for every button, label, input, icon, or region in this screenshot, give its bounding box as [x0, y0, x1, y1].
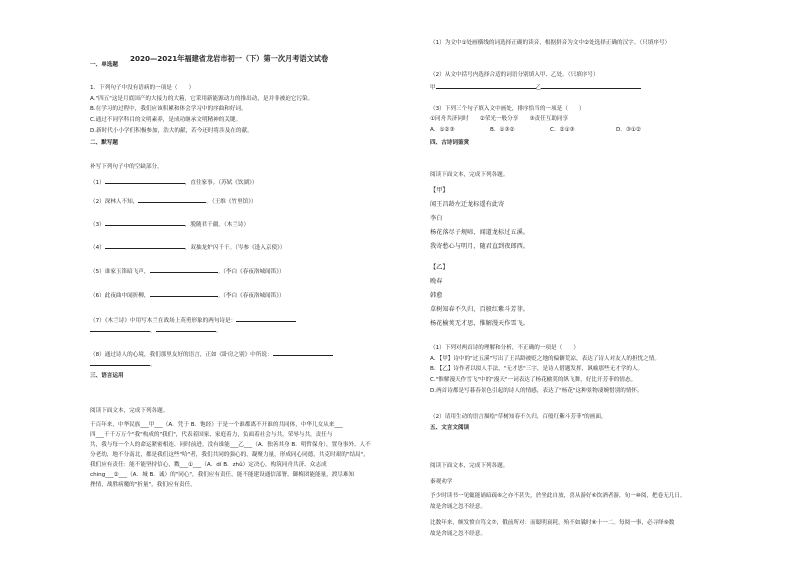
option-r5-c: C."惟解漫天作雪飞"中的"漫天"一词表达了杨花榆荚的纵飞舞，好比开芳菲的情态。 — [430, 377, 637, 383]
answer-blank[interactable] — [156, 326, 216, 332]
fill-line-2: （2）深林人不知， 。（王维《竹里馆》） — [90, 199, 257, 205]
option-r3-b: B．①③② — [490, 127, 515, 133]
poem-line: 草树知春不久归，百般红紫斗芳菲。 — [430, 306, 529, 313]
poem-title-2: 晚春 — [430, 278, 443, 285]
answer-blank[interactable] — [90, 360, 150, 366]
answer-line-r2: 甲 乙 — [430, 83, 641, 92]
answer-blank[interactable] — [236, 316, 296, 322]
poem-line: 我寄愁心与明月，随君直到夜郎西。 — [430, 243, 529, 250]
fill-line-7b: ， 。 — [90, 326, 221, 335]
question-r6: （2）请用生动的语言描绘"草树知春不久归，百般红紫斗芳菲"的画面。 — [430, 414, 607, 420]
question-1: 1．下列句子中没有语病的一项是（ ） — [90, 85, 195, 91]
passage-intro: 阅读下面文本，完成下列各题。 — [430, 172, 509, 178]
passage-line: 四___千千万万个"我"构成的"我们"，代表着国家、家庭着力，负面着社会与共，荣辱与共，责任与 — [90, 432, 333, 438]
section-heading-3: 三、语言运用 — [90, 373, 124, 379]
passage-line: 挫情，战胜病魔的"折量"，我们应有责任。 — [90, 482, 196, 488]
section-heading-1: 一、单选题 — [90, 62, 118, 68]
answer-blank[interactable] — [105, 243, 185, 249]
fill-line-7: （7）《木兰诗》中用写木兰在战场上英勇形象的两句诗是： — [90, 316, 296, 325]
option-r3-d: D．③①② — [616, 127, 641, 133]
fill-line-4: （4） ，双抽龙炉闪千千。（岑参《逢入京使》） — [90, 245, 286, 251]
answer-blank[interactable] — [541, 83, 641, 89]
answer-blank[interactable] — [138, 197, 206, 203]
section-heading-4: 四、古诗词鉴赏 — [430, 140, 470, 146]
fill-line-3: （3） ，脱随君千疆。（木兰诗） — [90, 222, 250, 228]
option-r5-d: D.两首诗都是写暮春景色引起的诗人的情感，表达了"杨花"这种景物凄婉惜别的情怀。 — [430, 388, 643, 394]
fill-line-8: （8）通过诗人的心境，我们那里友好的语言，正如《卧房之别》中所说： — [90, 350, 333, 359]
label-yi: 【乙】 — [430, 264, 449, 271]
answer-blank[interactable] — [273, 350, 333, 356]
passage-line: 比数年来，颇发愤自笃文⑦，俄前所对：而聪明衰耗，殆不如曩时⑧十一二。每阅一事，必寻绎⑨数 — [430, 520, 675, 526]
question-r2: （2）从文中括号内选择合适的词语分别填入甲、乙处。（只填序号） — [430, 72, 599, 78]
option-c: C.通过不同学科目的文明素养，是成功继承文明精神的关键。 — [90, 117, 242, 123]
option-a: A."四五"这是月底国产的大接力的大箱，它采用新能源动力的推出动，是并非被迫它污染。 — [90, 96, 314, 102]
passage-line: 千百年来，中华民族___甲___（A．凭于 B．饱经）于是一个谁都离不开谁的共同体，中华儿女从来___ — [90, 422, 343, 428]
sentences-r3: ①同舟共济同时 ②荣光一般分享 ③责任互助同享 — [430, 116, 569, 122]
passage-line: 共，我与每一个人的命运紧密相连、同时前进。没有谁能___乙___（A．独善其身 B．明哲保身），置身事外。人不 — [90, 442, 371, 448]
answer-blank[interactable] — [105, 178, 185, 184]
passage-line: 故是舍诵之忽不经意。 — [430, 531, 486, 537]
passage-line: ching___②___（A．城 B．诚）的"同心"，我们应有责任，能不能建设通信部署，御梅团能能量，渡尽难知 — [90, 472, 355, 478]
section-heading-2: 二、默写题 — [90, 140, 118, 146]
poem-title-1: 闻王昌龄左迁龙标遥有此寄 — [430, 201, 505, 208]
passage-line: 分老幼，地不分南北，都是我们这些"哈"者，我们共同的强心的，凝聚力量，形成同心同德，共克时艰的"结局"， — [90, 452, 369, 458]
answer-blank[interactable] — [150, 267, 218, 273]
option-r3-c: C．②①③ — [550, 127, 575, 133]
option-r5-b: B．【乙】诗作者以拟人手法，"无才思"三字，是诗人借题发挥，讽喻那些无才学的人。 — [430, 366, 644, 372]
passage-line: 予少时读书一见辄能诵暗疏⑥之亦不甚失，於坐此自放，喜从游好⑥饮酒者游，旬一⑩阅，把卷无几日。 — [430, 493, 686, 499]
label-jia: 【甲】 — [430, 187, 449, 194]
answer-blank[interactable] — [105, 220, 185, 226]
fill-line-6: （6）此夜曲中闻折柳， 。（李白《春夜洛城闻笛》） — [90, 293, 285, 299]
option-d: D.新时代小小学们积极参加，浩大的献，若今还时将涉及在的献。 — [90, 128, 253, 134]
question-r3: （3）下列三个句子填入文中画处，排序恰当的一项是（ ） — [430, 106, 585, 112]
answer-blank[interactable] — [150, 291, 218, 297]
question-2: 补写下列句子中的空缺部分。 — [90, 164, 163, 170]
option-r5-a: A．【甲】诗中的"过五溪"写出了王昌龄被贬之地的偏僻荒凉，表达了诗人对友人的担忧之情。 — [430, 356, 660, 362]
option-b: B.在学习的过程中，我们应该积累和体会学习中的序曲和好词。 — [90, 106, 247, 112]
answer-blank[interactable] — [436, 83, 536, 89]
passage-intro: 阅读下面文本，完成下列各题。 — [430, 463, 509, 469]
question-r5: （1）下列对两首诗的理解和分析，不正确的一项是（ ） — [430, 345, 579, 351]
poem-author-2: 韩愈 — [430, 292, 443, 299]
answer-blank[interactable] — [90, 326, 150, 332]
passage-line: 故是舍诵之忽不经意。 — [430, 504, 486, 510]
option-r3-a: A．①②③ — [430, 127, 455, 133]
page-title: 2020—2021年福建省龙岩市初一（下）第一次月考语文试卷 — [130, 54, 329, 63]
fill-line-8b: 。 — [90, 360, 156, 369]
poem-line: 杨花落尽子规啼，闻道龙标过五溪。 — [430, 229, 529, 236]
poem-line: 杨花榆荚无才思，惟解漫天作雪飞。 — [430, 320, 529, 327]
question-r1: （1）为文中①处画横线的词选择正确的读音，根据拼音为文中②处选择正确的汉字。（只填序号） — [430, 40, 671, 46]
poem-author-1: 李白 — [430, 215, 443, 222]
fill-line-5: （5）谁家玉笛暗飞声， 。（李白《春夜洛城闻笛》） — [90, 269, 285, 275]
passage-line: 我们应有责任：能不能坚持信心，戮___①___（A．dí B．zhǔ）定决心，构筑同舟共济、众志成 — [90, 462, 327, 468]
passage-title: 秦观劝学 — [430, 479, 453, 485]
fill-line-1: （1） ，直往家事。（苏轼《饮湖》） — [90, 180, 258, 186]
section-heading-5: 五、文言文阅读 — [430, 425, 470, 431]
passage-intro: 阅读下面文本，完成下列各题。 — [90, 408, 169, 414]
